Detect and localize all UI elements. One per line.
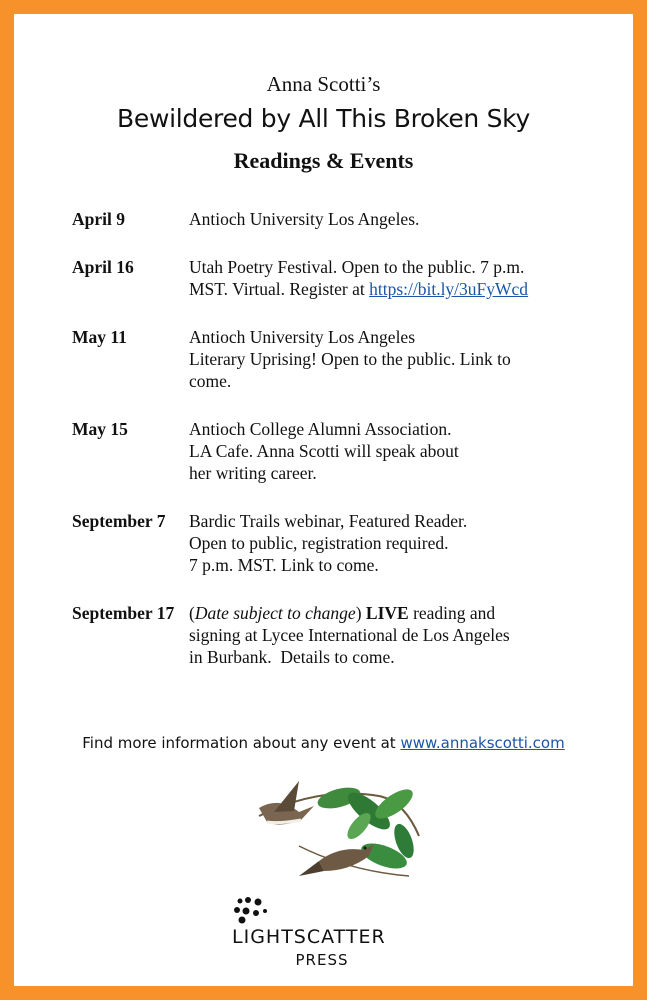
event-item xyxy=(72,418,592,484)
birds-illustration xyxy=(239,776,429,891)
event-line: her writing career. xyxy=(189,463,317,483)
event-line-text: reading and xyxy=(408,603,496,623)
event-line: Utah Poetry Festival. Open to the public. 7 p.m. xyxy=(189,257,525,277)
live-label: LIVE xyxy=(365,603,409,623)
event-line: in Burbank. Details to come. xyxy=(189,647,395,667)
event-line: Bardic Trails webinar, Featured Reader. xyxy=(189,511,468,531)
event-item xyxy=(72,326,592,392)
event-line: Antioch University Los Angeles xyxy=(189,327,416,347)
website-link[interactable]: www.annakscotti.com xyxy=(400,734,565,752)
event-date: April 9 xyxy=(72,209,125,229)
event-line: Literary Uprising! Open to the public. Link to xyxy=(189,349,511,369)
register-link[interactable]: https://bit.ly/3uFyWcd xyxy=(369,279,529,299)
event-line: Antioch University Los Angeles. xyxy=(189,209,420,229)
event-description xyxy=(189,418,592,484)
event-line: 7 p.m. MST. Link to come. xyxy=(189,555,379,575)
event-line: (Date subject to change) LIVE reading and xyxy=(189,603,496,623)
event-description xyxy=(189,208,592,230)
more-info-line xyxy=(14,734,633,752)
event-item xyxy=(72,602,592,668)
event-line: signing at Lycee International de Los Angeles xyxy=(189,625,510,645)
logo-sub: PRESS xyxy=(295,951,349,969)
event-line: LA Cafe. Anna Scotti will speak about xyxy=(189,441,459,461)
event-date: April 16 xyxy=(72,257,134,277)
bird-eye-icon xyxy=(364,847,367,850)
event-line xyxy=(189,278,592,300)
event-line: come. xyxy=(189,371,232,391)
event-description xyxy=(189,602,592,668)
event-line: Open to public, registration required. xyxy=(189,533,449,553)
logo-name: LIGHTSCATTER xyxy=(232,926,386,948)
event-item xyxy=(72,256,592,300)
section-heading: Readings & Events xyxy=(233,148,414,173)
event-date: May 11 xyxy=(72,327,127,347)
author-name: Anna Scotti’s xyxy=(266,72,381,96)
event-note: Date subject to change xyxy=(194,603,356,623)
scatter-dots-icon xyxy=(232,896,272,924)
event-date: May 15 xyxy=(72,419,128,439)
event-item xyxy=(72,510,592,576)
event-line: Antioch College Alumni Association. xyxy=(189,419,452,439)
event-description xyxy=(189,256,592,300)
event-description xyxy=(189,510,592,576)
events-list xyxy=(72,208,592,668)
event-description xyxy=(189,326,592,392)
event-date: September 7 xyxy=(72,511,166,531)
book-title: Bewildered by All This Broken Sky xyxy=(117,104,530,133)
event-item xyxy=(72,208,592,230)
event-date: September 17 xyxy=(72,603,175,623)
more-info-text: Find more information about any event at xyxy=(82,734,401,752)
event-line-text: MST. Virtual. Register at xyxy=(189,279,370,299)
